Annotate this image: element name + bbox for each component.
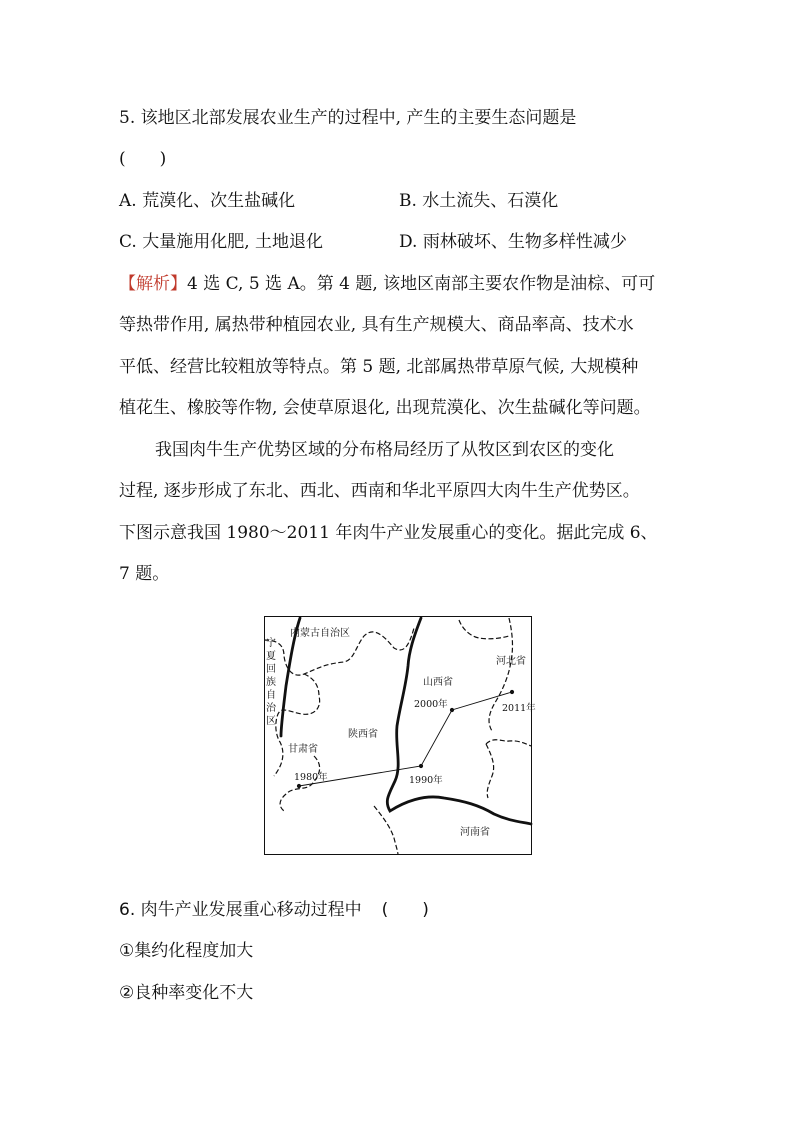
point-2011 (510, 690, 514, 694)
label-2011: 2011年 (502, 703, 536, 714)
q5-option-c: C. 大量施用化肥, 土地退化 (119, 232, 324, 252)
svg-text:治: 治 (266, 703, 276, 714)
label-shanxi: 山西省 (423, 677, 453, 688)
label-gansu: 甘肃省 (288, 744, 318, 755)
q6-paren: ( ) (381, 900, 429, 920)
label-hebei: 河北省 (496, 656, 526, 667)
passage-line-2: 过程, 逐步形成了东北、西北、西南和华北平原四大肉牛生产优势区。 (119, 481, 640, 501)
passage-line-1: 我国肉牛生产优势区域的分布格局经历了从牧区到农区的变化 (155, 440, 614, 460)
beef-center-shift-map (264, 616, 536, 855)
label-2000: 2000年 (414, 699, 448, 710)
analysis-text-1: 4 选 C, 5 选 A。第 4 题, 该地区南部主要农作物是油棕、可可 (187, 274, 656, 294)
label-neimenggu: 内蒙古自治区 (290, 628, 350, 639)
analysis-tag: 【解析】 (119, 274, 187, 294)
q5-paren: ( ) (119, 149, 167, 169)
analysis-line-2: 等热带作用, 属热带种植园农业, 具有生产规模大、商品率高、技术水 (119, 315, 634, 335)
q5-option-d: D. 雨林破坏、生物多样性减少 (399, 232, 627, 252)
q5-option-b: B. 水土流失、石漠化 (399, 191, 559, 211)
svg-text:回: 回 (266, 664, 276, 675)
label-1990: 1990年 (409, 775, 443, 786)
analysis-line-4: 植花生、橡胶等作物, 会使草原退化, 出现荒漠化、次生盐碱化等问题。 (119, 398, 651, 418)
svg-text:族: 族 (266, 677, 276, 688)
q6-item-1: ①集约化程度加大 (119, 941, 254, 961)
label-henan: 河南省 (460, 827, 490, 838)
svg-text:区: 区 (266, 716, 276, 727)
q5-stem: 5. 该地区北部发展农业生产的过程中, 产生的主要生态问题是 (119, 108, 577, 128)
point-2000 (450, 708, 454, 712)
q6-item-2: ②良种率变化不大 (119, 983, 254, 1003)
passage-line-3: 下图示意我国 1980～2011 年肉牛产业发展重心的变化。据此完成 6、 (119, 523, 658, 543)
svg-text:自: 自 (266, 690, 276, 701)
analysis-line-1 (119, 272, 655, 296)
point-1980 (297, 784, 301, 788)
point-1990 (419, 764, 423, 768)
label-1980: 1980年 (294, 772, 328, 783)
svg-text:宁: 宁 (266, 638, 276, 649)
analysis-line-3: 平低、经营比较粗放等特点。第 5 题, 北部属热带草原气候, 大规模种 (119, 357, 639, 377)
q6-stem-text: 6. 肉牛产业发展重心移动过程中 (119, 900, 362, 920)
q6-stem (119, 898, 429, 922)
passage-line-4: 7 题。 (119, 564, 170, 584)
label-shaanxi: 陕西省 (348, 729, 378, 740)
svg-text:夏: 夏 (266, 651, 276, 662)
q5-option-a: A. 荒漠化、次生盐碱化 (119, 191, 296, 211)
